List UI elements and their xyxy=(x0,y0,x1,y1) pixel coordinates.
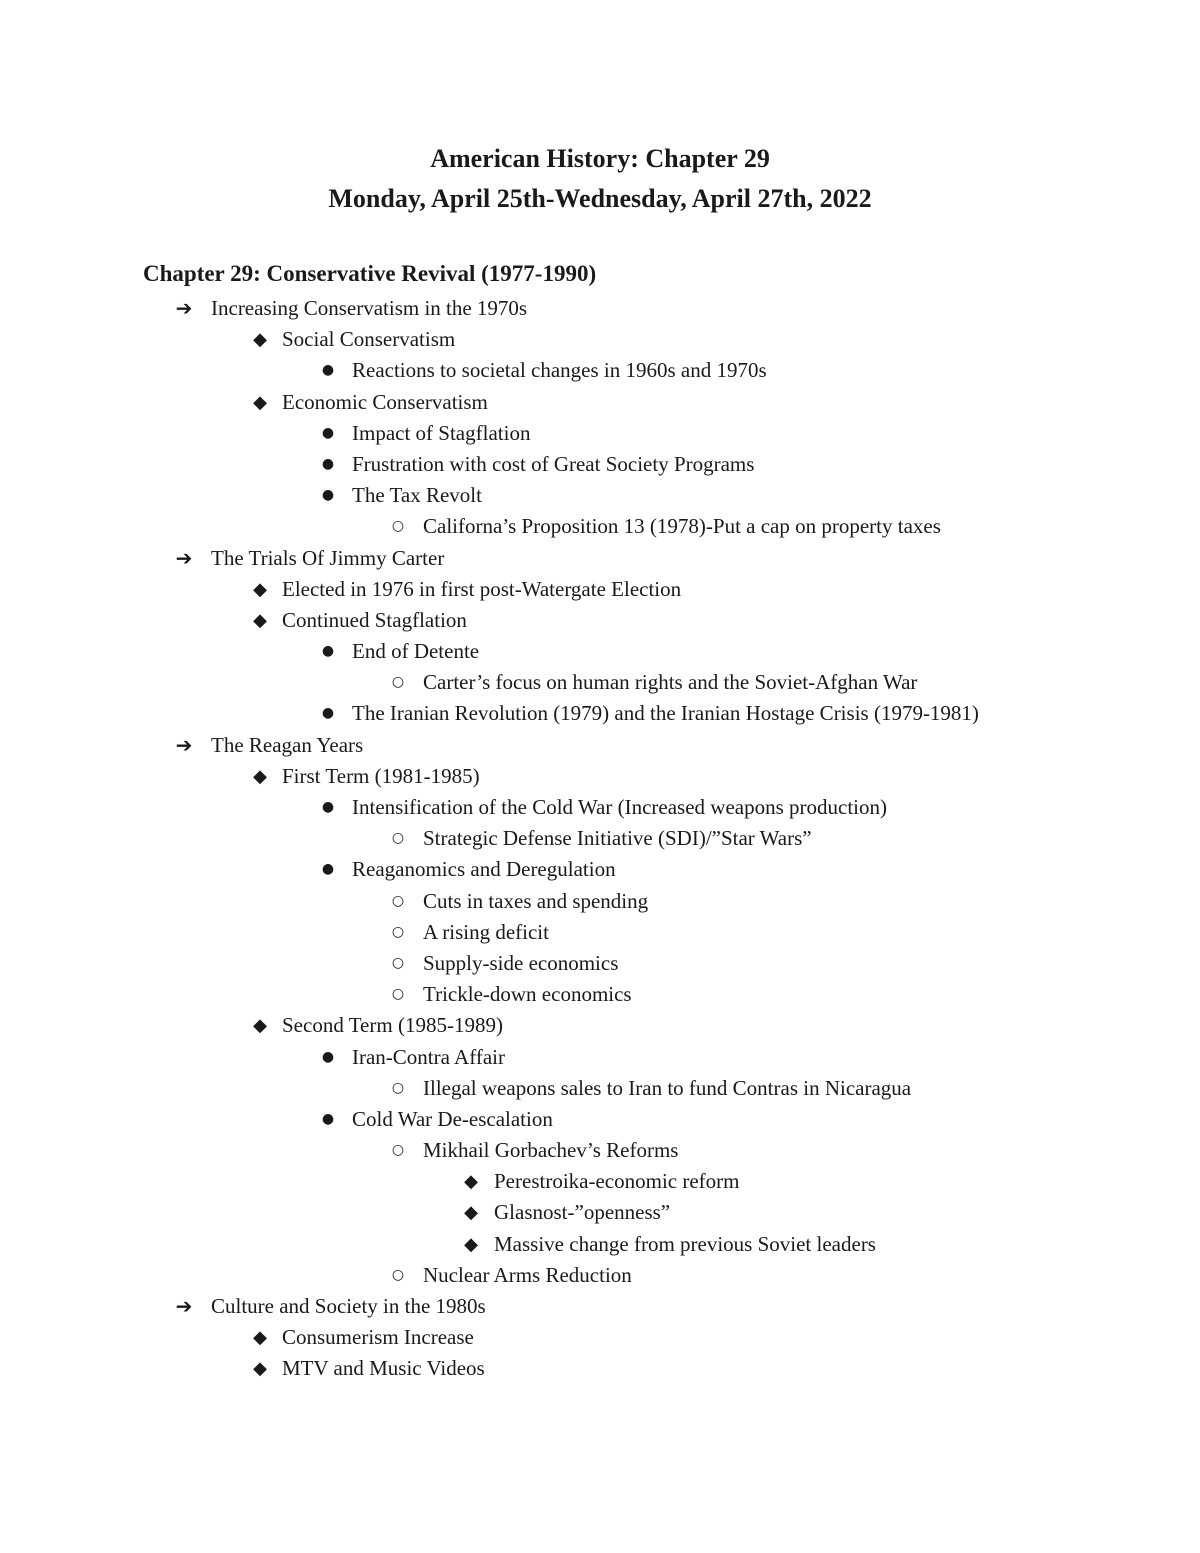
diamond-bullet-icon: ◆ xyxy=(253,609,267,631)
outline-item-level-2 xyxy=(0,605,1200,636)
hollow-circle-bullet-icon: ○ xyxy=(391,1142,405,1159)
outline-item-text: Illegal weapons sales to Iran to fund Contras in Nicaragua xyxy=(423,1075,912,1100)
hollow-circle-bullet-icon: ○ xyxy=(391,1079,405,1096)
diamond-bullet-icon: ◆ xyxy=(253,1327,267,1349)
arrow-right-icon: ➔ xyxy=(175,545,193,570)
outline-item-level-2 xyxy=(0,324,1200,355)
outline-item-level-3 xyxy=(0,1042,1200,1073)
outline-item-text: Mikhail Gorbachev’s Reforms xyxy=(423,1138,679,1163)
outline-item-text: A rising deficit xyxy=(423,919,549,944)
diamond-bullet-icon: ◆ xyxy=(253,391,267,413)
outline-item-text: The Iranian Revolution (1979) and the Iranian Hostage Crisis (1979-1981) xyxy=(352,701,979,726)
outline-item-level-3 xyxy=(0,355,1200,386)
outline-item-level-1 xyxy=(0,543,1200,574)
outline-item-level-4 xyxy=(0,948,1200,979)
outline-item-text: Elected in 1976 in first post-Watergate Election xyxy=(282,576,682,601)
arrow-right-icon: ➔ xyxy=(175,732,193,757)
outline-item-level-4 xyxy=(0,1135,1200,1166)
outline-item-level-4 xyxy=(0,886,1200,917)
outline-item-text: Intensification of the Cold War (Increased weapons production) xyxy=(352,795,887,819)
outline-item-level-3 xyxy=(0,480,1200,511)
diamond-bullet-icon: ◆ xyxy=(464,1202,478,1224)
outline-item-level-4 xyxy=(0,917,1200,948)
outline-item-level-1 xyxy=(0,730,1200,761)
outline-item-level-5 xyxy=(0,1197,1200,1228)
outline-item-level-4 xyxy=(0,979,1200,1010)
filled-circle-bullet-icon: ● xyxy=(321,362,335,379)
outline-item-level-3 xyxy=(0,854,1200,885)
outline-item-level-3 xyxy=(0,1104,1200,1135)
filled-circle-bullet-icon: ● xyxy=(321,424,335,441)
outline-item-text: Impact of Stagflation xyxy=(352,420,531,445)
outline-item-level-4 xyxy=(0,823,1200,854)
outline-item-level-3 xyxy=(0,449,1200,480)
filled-circle-bullet-icon: ● xyxy=(321,455,335,472)
outline-item-level-4 xyxy=(0,1260,1200,1291)
outline-item-text: Frustration with cost of Great Society Programs xyxy=(352,451,755,476)
outline-item-text: Increasing Conservatism in the 1970s xyxy=(211,296,528,320)
outline-item-level-3 xyxy=(0,792,1200,823)
section-heading: Chapter 29: Conservative Revival (1977-1990) xyxy=(143,261,597,286)
outline-item-level-2 xyxy=(0,1322,1200,1353)
outline-item-text: Culture and Society in the 1980s xyxy=(211,1294,486,1318)
outline-item-level-1 xyxy=(0,293,1200,324)
outline-item-text: Social Conservatism xyxy=(282,327,456,352)
outline-item-text: The Tax Revolt xyxy=(352,483,482,508)
outline-item-text: Glasnost-”openness” xyxy=(494,1200,671,1225)
outline-item-text: First Term (1981-1985) xyxy=(282,763,480,788)
outline-item-text: MTV and Music Videos xyxy=(282,1356,485,1381)
outline-item-level-5 xyxy=(0,1229,1200,1260)
filled-circle-bullet-icon: ● xyxy=(321,705,335,722)
diamond-bullet-icon: ◆ xyxy=(464,1233,478,1255)
hollow-circle-bullet-icon: ○ xyxy=(391,986,405,1003)
outline-item-level-3 xyxy=(0,636,1200,667)
diamond-bullet-icon: ◆ xyxy=(253,329,267,351)
arrow-right-icon: ➔ xyxy=(175,296,193,320)
outline-item-text: Economic Conservatism xyxy=(282,389,488,414)
outline-item-level-2 xyxy=(0,761,1200,792)
hollow-circle-bullet-icon: ○ xyxy=(391,674,405,691)
hollow-circle-bullet-icon: ○ xyxy=(391,518,405,535)
outline-item-text: End of Detente xyxy=(352,639,480,664)
outline-item-text: Massive change from previous Soviet leaders xyxy=(494,1231,876,1256)
outline-item-text: Trickle-down economics xyxy=(423,982,632,1007)
hollow-circle-bullet-icon: ○ xyxy=(391,923,405,940)
outline-item-text: Carter’s focus on human rights and the Soviet-Afghan War xyxy=(423,670,918,695)
arrow-right-icon: ➔ xyxy=(175,1294,193,1318)
diamond-bullet-icon: ◆ xyxy=(253,765,267,787)
filled-circle-bullet-icon: ● xyxy=(321,1048,335,1065)
outline-item-text: Cold War De-escalation xyxy=(352,1106,553,1131)
outline-item-text: Supply-side economics xyxy=(423,950,619,975)
diamond-bullet-icon: ◆ xyxy=(464,1171,478,1193)
hollow-circle-bullet-icon: ○ xyxy=(391,954,405,971)
outline-item-text: Strategic Defense Initiative (SDI)/”Star Wars” xyxy=(423,826,812,851)
outline-item-text: Californa’s Proposition 13 (1978)-Put a cap on property taxes xyxy=(423,514,941,539)
hollow-circle-bullet-icon: ○ xyxy=(391,830,405,847)
outline-item-text: Second Term (1985-1989) xyxy=(282,1013,503,1038)
outline-item-text: Cuts in taxes and spending xyxy=(423,888,649,913)
outline-item-level-2 xyxy=(0,574,1200,605)
outline-item-level-5 xyxy=(0,1166,1200,1197)
outline-item-text: Perestroika-economic reform xyxy=(494,1169,740,1194)
document-title: American History: Chapter 29 xyxy=(430,144,770,173)
outline-item-text: The Trials Of Jimmy Carter xyxy=(211,545,445,570)
filled-circle-bullet-icon: ● xyxy=(321,1110,335,1127)
outline-item-level-2 xyxy=(0,387,1200,418)
outline-item-text: The Reagan Years xyxy=(211,732,364,757)
diamond-bullet-icon: ◆ xyxy=(253,1358,267,1380)
hollow-circle-bullet-icon: ○ xyxy=(391,892,405,909)
filled-circle-bullet-icon: ● xyxy=(321,799,335,815)
outline-item-level-4 xyxy=(0,667,1200,698)
outline-item-level-1 xyxy=(0,1291,1200,1322)
outline-item-level-4 xyxy=(0,511,1200,542)
diamond-bullet-icon: ◆ xyxy=(253,1015,267,1037)
outline-list xyxy=(0,293,1200,1385)
outline-item-level-2 xyxy=(0,1353,1200,1384)
document-date-range: Monday, April 25th-Wednesday, April 27th, 2022 xyxy=(328,184,872,213)
outline-item-text: Continued Stagflation xyxy=(282,607,467,632)
hollow-circle-bullet-icon: ○ xyxy=(391,1266,405,1283)
filled-circle-bullet-icon: ● xyxy=(321,861,335,878)
filled-circle-bullet-icon: ● xyxy=(321,643,335,660)
outline-item-text: Consumerism Increase xyxy=(282,1325,474,1350)
outline-item-level-3 xyxy=(0,698,1200,729)
filled-circle-bullet-icon: ● xyxy=(321,487,335,504)
outline-item-level-4 xyxy=(0,1073,1200,1104)
outline-item-text: Reaganomics and Deregulation xyxy=(352,857,616,882)
outline-item-text: Iran-Contra Affair xyxy=(352,1044,505,1069)
outline-item-text: Nuclear Arms Reduction xyxy=(423,1262,632,1287)
outline-item-text: Reactions to societal changes in 1960s and 1970s xyxy=(352,358,767,383)
outline-item-level-2 xyxy=(0,1010,1200,1041)
diamond-bullet-icon: ◆ xyxy=(253,578,267,600)
outline-item-level-3 xyxy=(0,418,1200,449)
